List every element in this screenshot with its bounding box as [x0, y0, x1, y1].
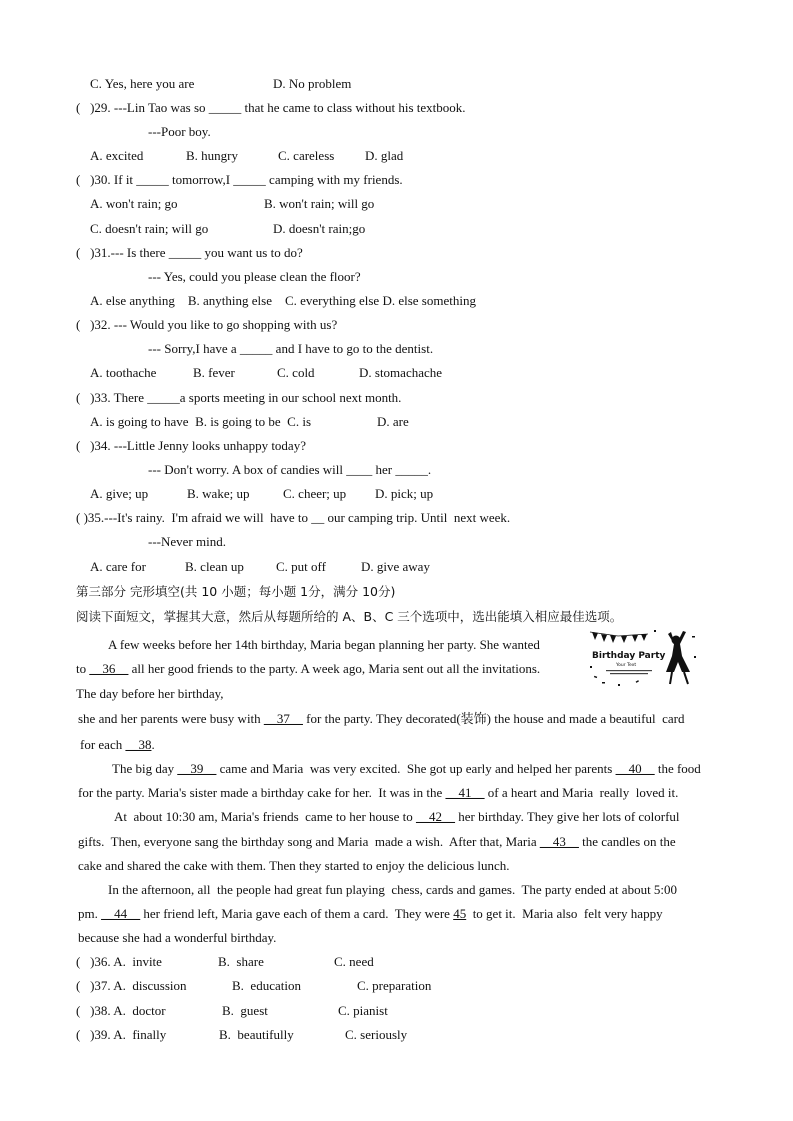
passage-line-8: At about 10:30 am, Maria's friends came to her house to __42__ her birthday. They give her lots of colorful — [114, 809, 680, 824]
section3-instruction: 阅读下面短文，掌握其大意，然后从每题所给的 A、B、C 三个选项中，选出能填入相应最佳选项。 — [76, 609, 623, 624]
q32-option-b: B. fever — [193, 365, 235, 380]
passage-line-7: for the party. Maria's sister made a birthday cake for her. It was in the __41__ of a heart and Maria really loved it. — [78, 785, 679, 800]
q32-reply: --- Sorry,I have a _____ and I have to go to the dentist. — [148, 341, 434, 356]
q28-option-c: C. Yes, here you are — [90, 76, 195, 91]
passage-line-1: A few weeks before her 14th birthday, Maria began planning her party. She wanted — [108, 637, 540, 652]
q30-stem: ( )30. If it _____ tomorrow,I _____ camping with my friends. — [76, 172, 403, 187]
q31-reply: --- Yes, could you please clean the floor? — [148, 269, 361, 284]
blank-36: __36__ — [89, 661, 129, 676]
q30-option-d: D. doesn't rain;go — [273, 221, 366, 236]
q34-option-c: C. cheer; up — [283, 486, 347, 501]
q29-option-b: B. hungry — [186, 148, 238, 163]
q31-stem: ( )31.--- Is there _____ you want us to do? — [76, 245, 303, 260]
q33-stem: ( )33. There _____a sports meeting in our school next month. — [76, 390, 402, 405]
image-subtitle: Your Text — [616, 663, 637, 668]
q37-option-a: ( )37. A. discussion — [76, 978, 187, 993]
q30-option-b: B. won't rain; will go — [264, 196, 375, 211]
passage-line-10: cake and shared the cake with them. Then they started to enjoy the delicious lunch. — [78, 858, 510, 873]
q34-stem: ( )34. ---Little Jenny looks unhappy today? — [76, 438, 306, 453]
q37-option-c: C. preparation — [357, 978, 432, 993]
q29-reply: ---Poor boy. — [148, 124, 211, 139]
q35-option-c: C. put off — [276, 559, 326, 574]
blank-42: __42__ — [416, 809, 455, 824]
blank-39: __39__ — [177, 761, 217, 776]
q32-option-a: A. toothache — [90, 365, 157, 380]
q38-option-c: C. pianist — [338, 1003, 388, 1018]
blank-38: __38 — [125, 737, 152, 752]
passage-line-6: The big day __39__ came and Maria was very excited. She got up early and helped her parents __40__ the food — [112, 761, 701, 776]
q29-option-a: A. excited — [90, 148, 144, 163]
q33-options: A. is going to have B. is going to be C. is — [90, 414, 311, 429]
passage-line-4: she and her parents were busy with __37__ for the party. They decorated(装饰) the house and made a beautiful card — [78, 711, 685, 726]
passage-line-5: for each __38. — [80, 737, 155, 752]
image-title: Birthday Party — [592, 651, 666, 661]
blank-41: __41__ — [445, 785, 485, 800]
q38-option-b: B. guest — [222, 1003, 268, 1018]
q38-option-a: ( )38. A. doctor — [76, 1003, 166, 1018]
q39-option-b: B. beautifully — [219, 1027, 294, 1042]
q37-option-b: B. education — [232, 978, 301, 993]
section3-heading: 第三部分 完形填空(共 10 小题；每小题 1分，满分 10分) — [76, 584, 396, 599]
q39-option-a: ( )39. A. finally — [76, 1027, 167, 1042]
blank-37: __37__ — [263, 711, 303, 726]
q33-option-d: D. are — [377, 414, 409, 429]
passage-line-9: gifts. Then, everyone sang the birthday song and Maria made a wish. After that, Maria __43__ the candles on the — [78, 834, 676, 849]
passage-line-12: pm. __44__ her friend left, Maria gave each of them a card. They were 45 to get it. Maria also felt very happy — [78, 906, 663, 921]
q30-option-c: C. doesn't rain; will go — [90, 221, 209, 236]
blank-44: __44__ — [101, 906, 141, 921]
blank-45: 45 — [453, 906, 467, 921]
q34-option-a: A. give; up — [90, 486, 149, 501]
q32-option-d: D. stomachache — [359, 365, 443, 380]
blank-43: __43__ — [539, 834, 579, 849]
q32-stem: ( )32. --- Would you like to go shopping with us? — [76, 317, 338, 332]
q28-option-d: D. No problem — [273, 76, 352, 91]
passage-line-2: to __36__ all her good friends to the party. A week ago, Maria sent out all the invitations. — [76, 661, 541, 676]
blank-40: __40__ — [615, 761, 655, 776]
q35-reply: ---Never mind. — [148, 534, 226, 549]
q36-option-c: C. need — [334, 954, 374, 969]
q39-option-c: C. seriously — [345, 1027, 408, 1042]
q35-stem: ( )35.---It's rainy. I'm afraid we will have to __ our camping trip. Until next week. — [76, 510, 511, 525]
passage-line-3: The day before her birthday, — [76, 686, 224, 701]
passage-line-13: because she had a wonderful birthday. — [78, 930, 277, 945]
q34-reply: --- Don't worry. A box of candies will ____ her _____. — [148, 462, 432, 477]
q29-option-d: D. glad — [365, 148, 404, 163]
q36-option-b: B. share — [218, 954, 264, 969]
q35-option-d: D. give away — [361, 559, 430, 574]
q30-option-a: A. won't rain; go — [90, 196, 178, 211]
q29-stem: ( )29. ---Lin Tao was so _____ that he came to class without his textbook. — [76, 100, 466, 115]
q34-option-d: D. pick; up — [375, 486, 434, 501]
passage-line-11: In the afternoon, all the people had great fun playing chess, cards and games. The party ended at about 5:00 — [108, 882, 678, 897]
q34-option-b: B. wake; up — [187, 486, 250, 501]
q29-option-c: C. careless — [278, 148, 335, 163]
q36-option-a: ( )36. A. invite — [76, 954, 162, 969]
q35-option-b: B. clean up — [185, 559, 244, 574]
birthday-party-image — [588, 626, 700, 690]
q32-option-c: C. cold — [277, 365, 315, 380]
q31-options: A. else anything B. anything else C. everything else D. else something — [90, 293, 476, 308]
q35-option-a: A. care for — [90, 559, 146, 574]
